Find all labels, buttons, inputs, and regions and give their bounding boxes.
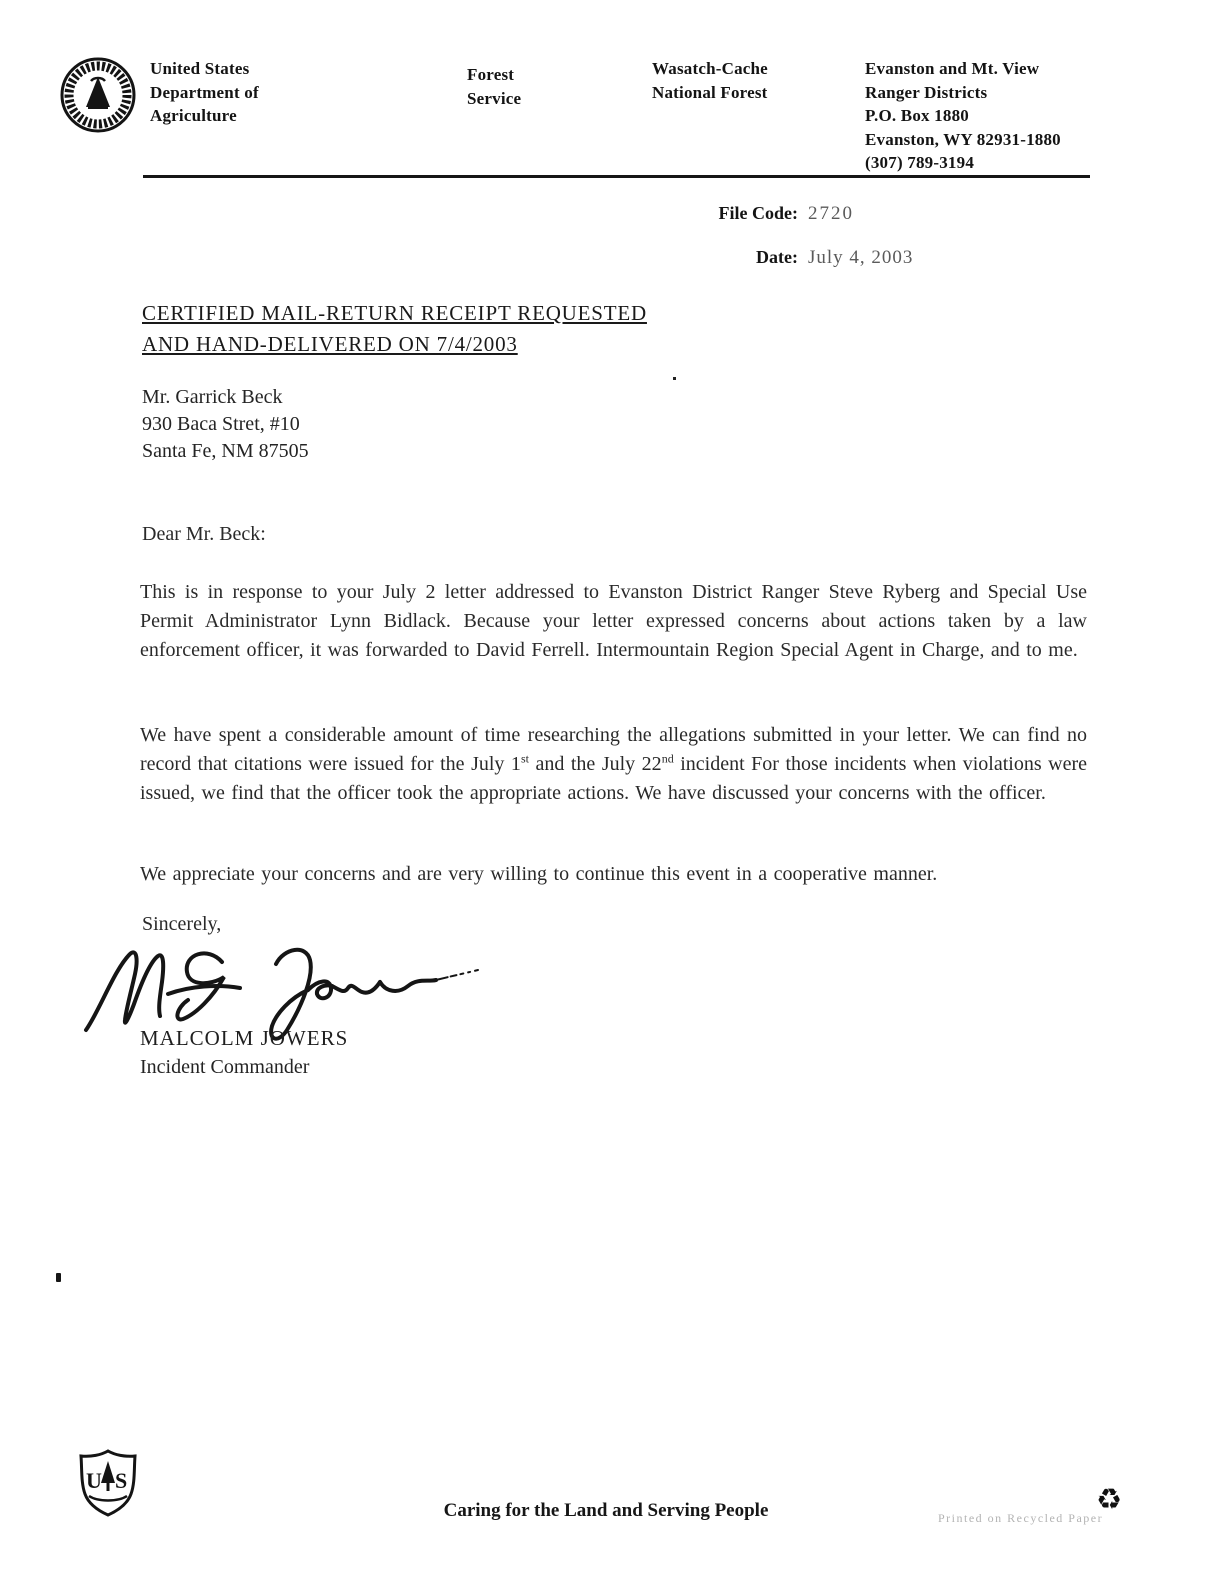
paragraph-text: and the July 22 bbox=[528, 753, 662, 775]
letterhead-forest bbox=[652, 57, 768, 104]
recipient-address bbox=[142, 384, 309, 465]
ordinal-superscript: st bbox=[520, 751, 529, 766]
footer-motto: Caring for the Land and Serving People bbox=[443, 1500, 769, 1521]
letterhead-agency bbox=[150, 57, 259, 128]
closing: Sincerely, bbox=[142, 913, 222, 935]
recipient-line: Santa Fe, NM 87505 bbox=[142, 440, 309, 462]
letterhead-line: United States bbox=[150, 59, 250, 78]
letterhead-line: Wasatch-Cache bbox=[652, 59, 768, 78]
file-code-label: File Code: bbox=[718, 203, 798, 223]
letterhead-line: Ranger Districts bbox=[865, 82, 988, 102]
file-code-value: 2720 bbox=[808, 203, 854, 224]
recycle-icon: ♻ bbox=[1096, 1482, 1122, 1516]
usda-seal-icon bbox=[58, 55, 138, 135]
letterhead-line: Department of bbox=[150, 82, 259, 102]
body-paragraph-2 bbox=[140, 721, 1087, 808]
svg-text:U: U bbox=[86, 1468, 102, 1493]
paragraph-text: incident For those incidents when violations were issued, we find that the officer took the appropriate actions. We have discussed your concerns with the officer. bbox=[140, 753, 1088, 804]
svg-text:S: S bbox=[115, 1468, 128, 1493]
letterhead-divider bbox=[143, 175, 1090, 178]
date-value: July 4, 2003 bbox=[808, 247, 914, 268]
letterhead-line: P.O. Box 1880 bbox=[865, 106, 969, 125]
letterhead-line: National Forest bbox=[652, 82, 768, 102]
letterhead-district bbox=[865, 57, 1061, 175]
signer-name: MALCOLM JOWERS bbox=[140, 1026, 349, 1050]
ordinal-superscript: nd bbox=[661, 751, 674, 766]
letterhead-line: (307) 789-3194 bbox=[865, 153, 975, 172]
subject-line: CERTIFIED MAIL-RETURN RECEIPT REQUESTED bbox=[142, 301, 647, 325]
letterhead-line: Agriculture bbox=[150, 106, 237, 125]
body-paragraph-3: We appreciate your concerns and are very willing to continue this event in a cooperative manner. bbox=[140, 863, 938, 885]
letterhead-line: Evanston and Mt. View bbox=[865, 59, 1040, 78]
date-label: Date: bbox=[756, 247, 798, 267]
body-paragraph-1: This is in response to your July 2 letter addressed to Evanston District Ranger Steve Ryberg and Special Use Permit Administrator Lynn Bidlack. Because your letter expressed concerns about actions taken by a law enforcement officer, it was forwarded to David Ferrell. Intermountain Region Special Agent in Charge, and to me. bbox=[140, 581, 1087, 661]
recipient-line: 930 Baca Stret, #10 bbox=[142, 413, 300, 435]
scan-dot-artifact bbox=[673, 377, 676, 380]
letterhead-service bbox=[467, 63, 521, 110]
scan-speck-artifact bbox=[56, 1273, 61, 1282]
signer-title: Incident Commander bbox=[140, 1056, 310, 1078]
recycled-paper-note: Printed on Recycled Paper bbox=[938, 1511, 1104, 1525]
paragraph-text: We have spent a considerable amount of time researching the allegations submitted in your letter. We can find no record that citations were issued for the July 1 bbox=[140, 724, 1087, 775]
recipient-line: Mr. Garrick Beck bbox=[142, 386, 283, 408]
subject-line: AND HAND-DELIVERED ON 7/4/2003 bbox=[142, 332, 518, 356]
letterhead-line: Evanston, WY 82931-1880 bbox=[865, 129, 1061, 149]
salutation: Dear Mr. Beck: bbox=[142, 523, 266, 545]
letterhead-line: Forest bbox=[467, 65, 515, 84]
subject-heading bbox=[142, 298, 647, 360]
letterhead-line: Service bbox=[467, 88, 522, 108]
